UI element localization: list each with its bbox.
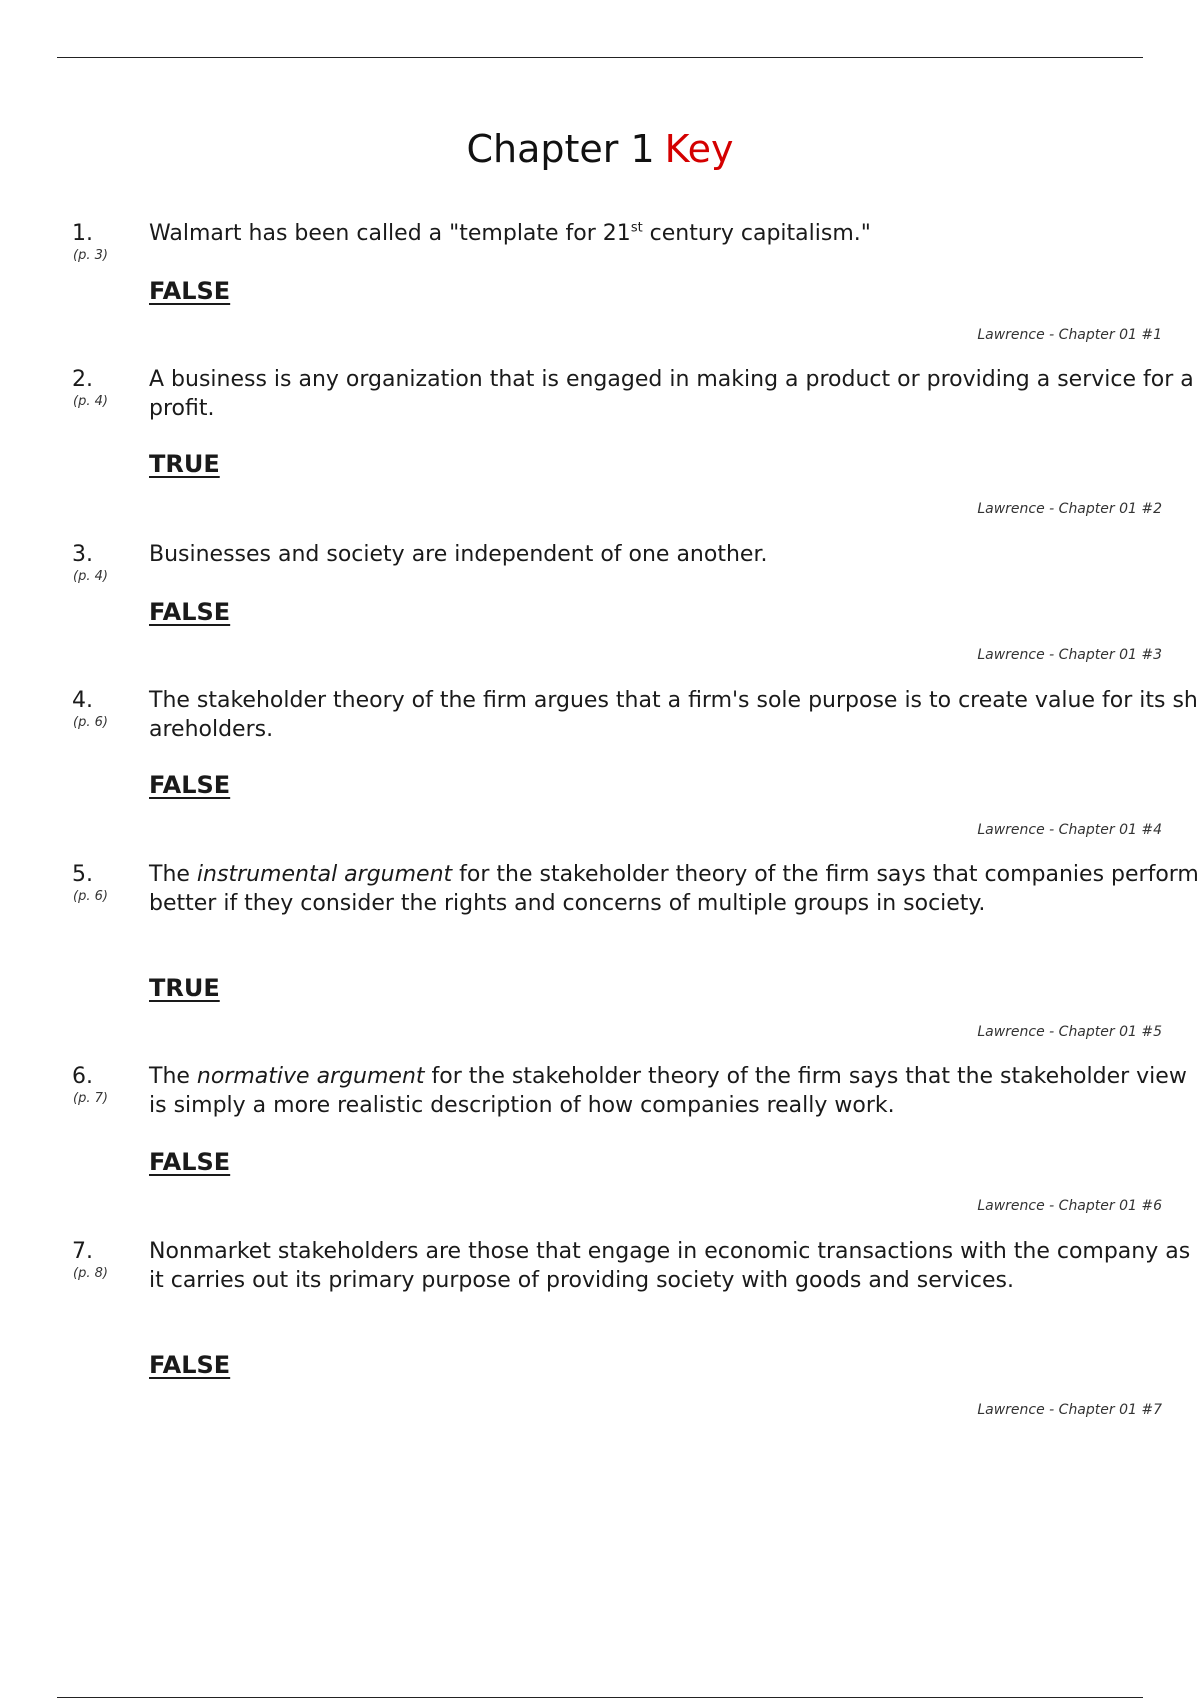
question-page-ref: (p. 4) xyxy=(73,394,108,409)
question-number: 5. xyxy=(72,862,93,887)
question-page-ref: (p. 4) xyxy=(73,569,108,584)
question-number: 2. xyxy=(72,367,93,392)
question-text: The stakeholder theory of the firm argues that a firm's sole purpose is to create value for its shareholders. xyxy=(149,688,1198,742)
question-text xyxy=(149,1063,1199,1120)
question-text-part: century capitalism." xyxy=(642,221,871,246)
source-ref: Lawrence - Chapter 01 #4 xyxy=(977,822,1162,838)
top-rule xyxy=(57,57,1143,58)
question-number: 4. xyxy=(72,688,93,713)
question-number: 6. xyxy=(72,1064,93,1089)
title-main: Chapter 1 xyxy=(466,127,655,171)
superscript: st xyxy=(630,220,643,236)
question-text xyxy=(149,220,1199,249)
question-page-ref: (p. 3) xyxy=(73,248,108,263)
question-number: 7. xyxy=(72,1239,93,1264)
question-text-part: The xyxy=(149,862,197,887)
question-number: 1. xyxy=(72,221,93,246)
answer: FALSE xyxy=(149,1351,231,1379)
title-key: Key xyxy=(664,127,734,171)
question-text: A business is any organization that is engaged in making a product or providing a service for a profit. xyxy=(149,367,1194,421)
question-number: 3. xyxy=(72,542,93,567)
source-ref: Lawrence - Chapter 01 #3 xyxy=(977,647,1162,663)
question-page-ref: (p. 8) xyxy=(73,1266,108,1281)
source-ref: Lawrence - Chapter 01 #2 xyxy=(977,501,1162,517)
answer: TRUE xyxy=(149,974,220,1002)
question-text-part: for the stakeholder theory of the firm says that companies perform better if they consider the rights and concerns of multiple groups in society. xyxy=(149,862,1199,916)
answer: FALSE xyxy=(149,771,231,799)
source-ref: Lawrence - Chapter 01 #5 xyxy=(977,1024,1162,1040)
question-text xyxy=(149,861,1199,918)
question-page-ref: (p. 7) xyxy=(73,1091,108,1106)
question-text: Nonmarket stakeholders are those that engage in economic transactions with the company as it carries out its primary purpose of providing society with goods and services. xyxy=(149,1239,1191,1293)
source-ref: Lawrence - Chapter 01 #1 xyxy=(977,327,1162,343)
question-text-part: The xyxy=(149,1064,197,1089)
question-text-part: for the stakeholder theory of the firm says that the stakeholder view is simply a more realistic description of how companies really work. xyxy=(149,1064,1187,1118)
source-ref: Lawrence - Chapter 01 #7 xyxy=(977,1402,1162,1418)
answer: FALSE xyxy=(149,598,231,626)
page-title xyxy=(0,124,1200,174)
question-page-ref: (p. 6) xyxy=(73,889,108,904)
answer: FALSE xyxy=(149,1148,231,1176)
answer: TRUE xyxy=(149,450,220,478)
source-ref: Lawrence - Chapter 01 #6 xyxy=(977,1198,1162,1214)
question-text-part: Walmart has been called a "template for 21 xyxy=(149,221,631,246)
emphasized-term: instrumental argument xyxy=(196,862,453,887)
bottom-rule xyxy=(57,1697,1143,1698)
question-text: Businesses and society are independent of one another. xyxy=(149,542,768,567)
question-page-ref: (p. 6) xyxy=(73,715,108,730)
emphasized-term: normative argument xyxy=(196,1064,425,1089)
answer: FALSE xyxy=(149,277,231,305)
